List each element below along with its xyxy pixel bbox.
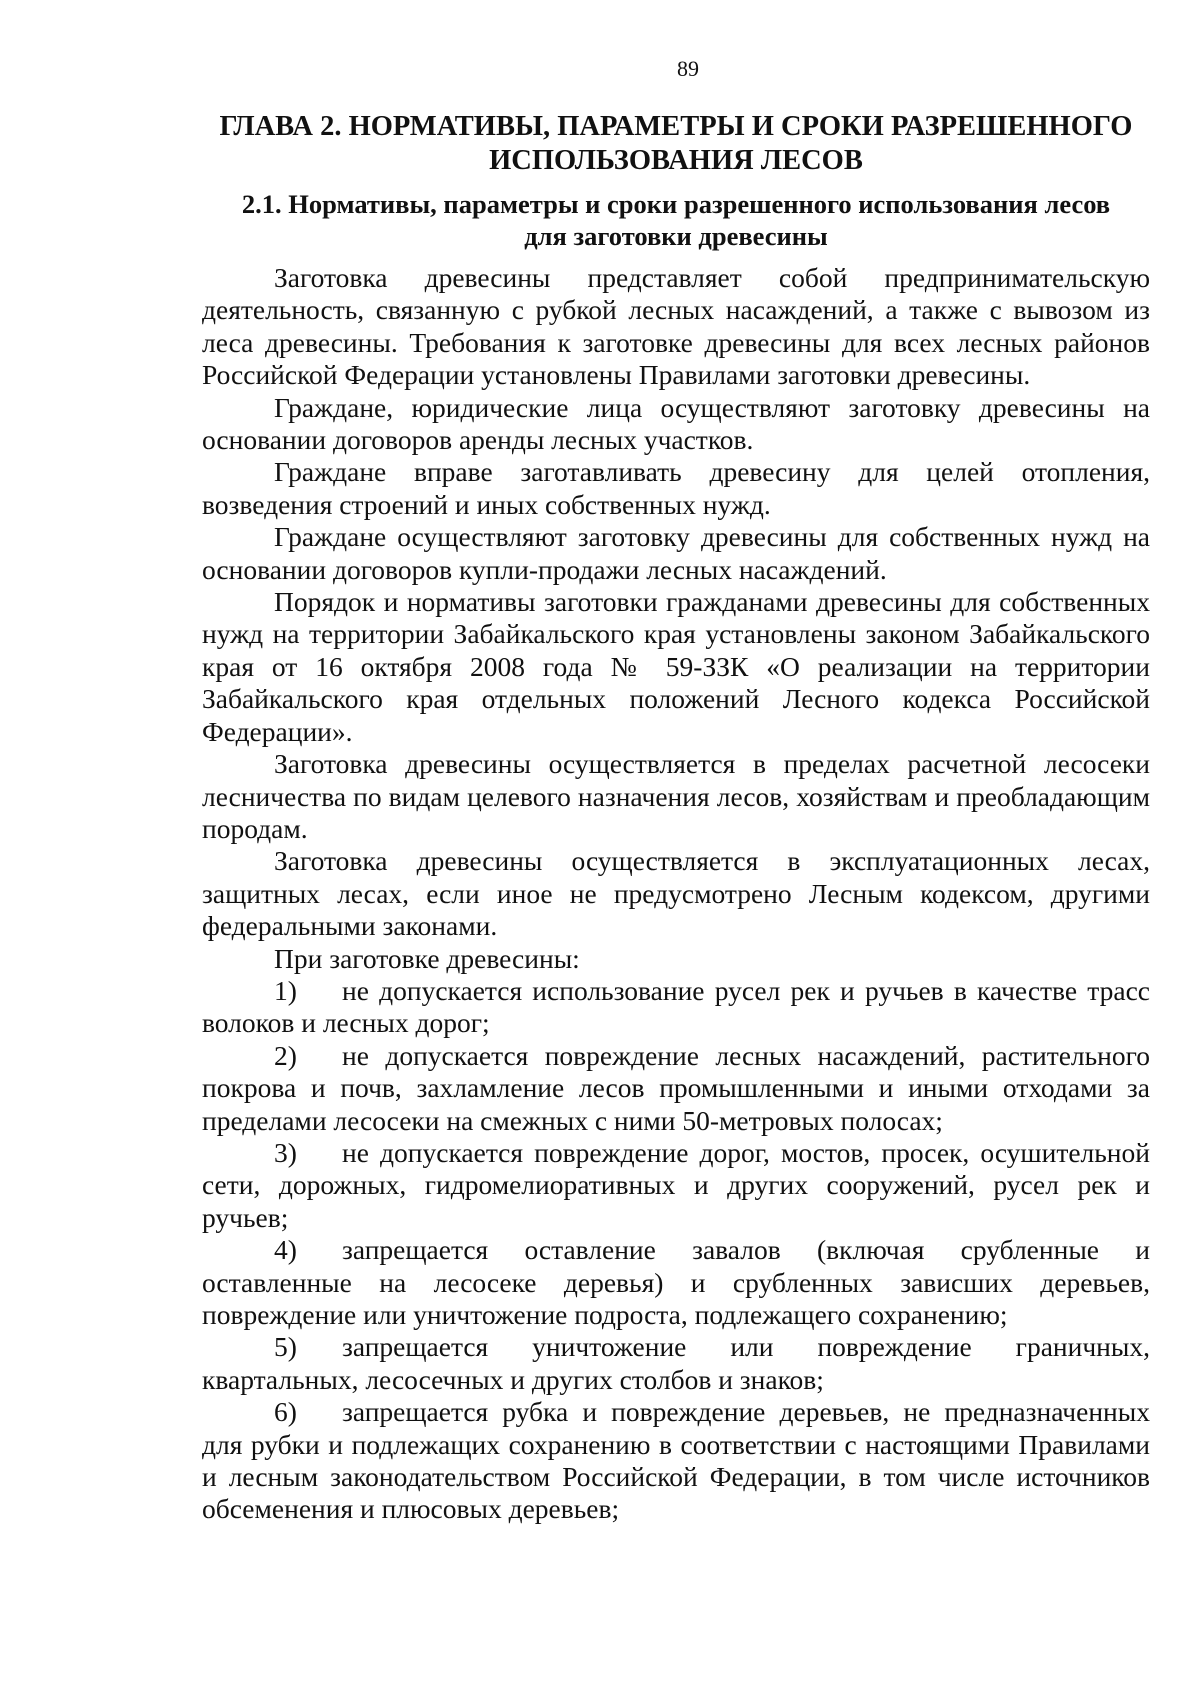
paragraph: Граждане, юридические лица осуществляют заготовку древесины на основании договоров аренды лесных участков. bbox=[202, 391, 1150, 456]
chapter-title bbox=[202, 110, 1150, 178]
page-number: 89 bbox=[677, 56, 699, 81]
list-item-text: не допускается повреждение лесных насаждений, растительного покрова и почв, захламление лесов промышленными и иными отходами за пределами лесосеки на смежных с ними 50-метровых полосах; bbox=[202, 1039, 1150, 1136]
section-title bbox=[202, 188, 1150, 252]
section-title-line: 2.1. Нормативы, параметры и сроки разрешенного использования лесов bbox=[241, 189, 1111, 219]
paragraph: Граждане вправе заготавливать древесину для целей отопления, возведения строений и иных собственных нужд. bbox=[202, 456, 1150, 520]
list-item-text: запрещается уничтожение или повреждение граничных, квартальных, лесосечных и других столбов и знаков; bbox=[202, 1331, 1150, 1395]
paragraph: Граждане осуществляют заготовку древесины для собственных нужд на основании договоров купли-продажи лесных насаждений. bbox=[202, 521, 1150, 585]
list-item-text: не допускается повреждение дорог, мостов, просек, осушительной сети, дорожных, гидромелиоративных и других сооружений, русел рек и ручьев; bbox=[202, 1136, 1150, 1233]
list-item-number: 2) bbox=[274, 1039, 297, 1071]
list-item bbox=[202, 975, 1150, 1040]
list-item bbox=[202, 1396, 1150, 1526]
list-item-text: запрещается рубка и повреждение деревьев, не предназначенных для рубки и подлежащих сохранению в соответствии с настоящими Правилами и лесным законодательством Российской Федерации, в том числе источников обсеменения и плюсовых деревьев; bbox=[202, 1396, 1150, 1525]
list-item-number: 5) bbox=[274, 1331, 297, 1363]
list-item bbox=[202, 1331, 1150, 1396]
list-item-text: запрещается оставление завалов (включая срубленные и оставленные на лесосеке деревья) и срубленных зависших деревьев, повреждение или уничтожение подроста, подлежащего сохранению; bbox=[202, 1234, 1150, 1330]
document-page bbox=[202, 56, 1150, 1656]
list-item bbox=[202, 1137, 1150, 1234]
list-item-number: 4) bbox=[274, 1234, 297, 1266]
section-title-line: для заготовки древесины bbox=[524, 221, 828, 251]
chapter-title-line: ГЛАВА 2. НОРМАТИВЫ, ПАРАМЕТРЫ И СРОКИ РАЗРЕШЕННОГО bbox=[219, 111, 1133, 142]
body-text bbox=[202, 262, 1150, 1526]
list-item-text: не допускается использование русел рек и ручьев в качестве трасс волоков и лесных дорог; bbox=[202, 974, 1150, 1039]
list-item bbox=[202, 1234, 1150, 1331]
paragraph: Заготовка древесины представляет собой предпринимательскую деятельность, связанную с рубкой лесных насаждений, а также с вывозом из леса древесины. Требования к заготовке древесины для всех лесных районов Российской Федерации установлены Правилами заготовки древесины. bbox=[202, 262, 1150, 391]
paragraph: При заготовке древесины: bbox=[274, 942, 580, 974]
list-item-number: 3) bbox=[274, 1136, 297, 1168]
chapter-title-line: ИСПОЛЬЗОВАНИЯ ЛЕСОВ bbox=[489, 145, 863, 176]
paragraph: Заготовка древесины осуществляется в эксплуатационных лесах, защитных лесах, если иное не предусмотрено Лесным кодексом, другими федеральными законами. bbox=[202, 845, 1150, 942]
paragraph: Заготовка древесины осуществляется в пределах расчетной лесосеки лесничества по видам целевого назначения лесов, хозяйствам и преобладающим породам. bbox=[202, 748, 1150, 844]
paragraph: Порядок и нормативы заготовки гражданами древесины для собственных нужд на территории Забайкальского края установлены законом Забайкальского края от 16 октября 2008 года № 59-ЗЗК «О реализации на территории Забайкальского края отдельных положений Лесного кодекса Российской Федерации». bbox=[202, 586, 1150, 747]
list-item bbox=[202, 1040, 1150, 1137]
list-item-number: 1) bbox=[274, 974, 297, 1006]
list-item-number: 6) bbox=[274, 1396, 297, 1428]
